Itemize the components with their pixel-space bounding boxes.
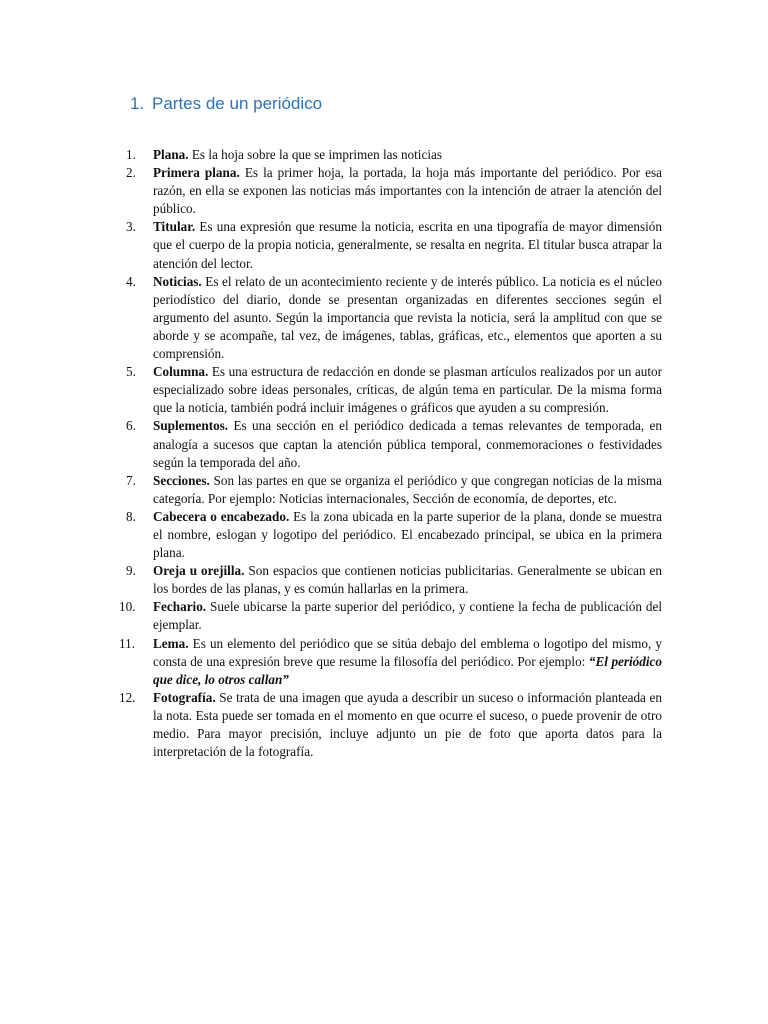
list-item-number: 4. [126, 273, 136, 289]
list-item-number: 1. [126, 147, 136, 162]
section-heading-number: 1. [130, 94, 145, 113]
list-item-number: 10. [119, 599, 136, 615]
list-item-primera-plana [118, 164, 662, 218]
list-item-fotografia [118, 689, 662, 761]
parts-list [118, 146, 662, 761]
list-item-number: 9. [126, 563, 136, 579]
list-item-term: Cabecera o encabezado. [153, 508, 290, 524]
list-item-term: Oreja u orejilla. [153, 563, 245, 579]
list-item-columna [118, 363, 662, 417]
list-item-titular [118, 218, 662, 272]
list-item-number: 2. [126, 165, 136, 181]
list-item-number: 7. [126, 472, 136, 488]
list-item-noticias [118, 273, 662, 363]
list-item-text: Son espacios que contienen noticias publicitarias. Generalmente se ubican en los bordes de las planas, y es común hallarlas en la primera. [153, 563, 662, 597]
list-item-number: 12. [119, 689, 136, 705]
list-item-text: Es la zona ubicada en la parte superior de la plana, donde se muestra el nombre, eslogan y logotipo del periódico. El encabezado principal, se ubica en la primera plana. [153, 508, 663, 561]
list-item-term: Noticias. [153, 273, 202, 289]
list-item-oreja [118, 562, 662, 598]
list-item-suplementos [118, 417, 662, 471]
list-item-term: Titular. [153, 219, 196, 235]
list-item-term: Lema. [153, 635, 189, 651]
list-item-fechario [118, 598, 662, 634]
list-item-term: Primera plana. [153, 165, 240, 181]
list-item-cabecera [118, 508, 662, 562]
list-item-example-quote: “El periódico que dice, lo otros callan” [153, 653, 662, 687]
list-item-number: 5. [126, 364, 136, 380]
list-item-lema [118, 635, 662, 689]
list-item-text: Se trata de una imagen que ayuda a describir un suceso o información planteada en la nota. Esta puede ser tomada en el momento en que ocurre el suceso, o puede provenir de otro medio. Para mayor precisión, incluye adjunto un pie de foto que aporta datos para la interpretación de la fotografía. [153, 689, 662, 760]
list-item-term: Fechario. [153, 599, 207, 615]
list-item-number: 6. [126, 418, 136, 434]
list-item-term: Columna. [153, 364, 209, 380]
list-item-text: Es una sección en el periódico dedicada a temas relevantes de temporada, en analogía a sucesos que captan la atención pública temporal, conmemoraciones o festividades según la temporada del año. [153, 418, 662, 470]
list-item-secciones [118, 472, 662, 508]
list-item-text: Es el relato de un acontecimiento reciente y de interés público. La noticia es el núcleo periodístico del diario, donde se presentan organizadas en diferentes secciones según el argumento del asunto. Según la importancia que revista la noticia, será la amplitud con que se aborde y se acompañe, tal vez, de imágenes, tablas, gráficas, etc., elementos que aporten a su comprensión. [153, 273, 662, 362]
list-item-text: Es una expresión que resume la noticia, escrita en una tipografía de mayor dimensión que el cuerpo de la propia noticia, generalmente, se resalta en negrita. El titular busca atrapar la atención del lector. [153, 219, 662, 271]
list-item-number: 3. [126, 219, 136, 235]
list-item-text: Suele ubicarse la parte superior del periódico, y contiene la fecha de publicación del ejemplar. [153, 599, 662, 633]
list-item-term: Fotografía. [153, 689, 216, 705]
list-item-text: Es la primer hoja, la portada, la hoja más importante del periódico. Por esa razón, en ella se exponen las noticias más importantes con la intención de atraer la atención del público. [153, 165, 662, 217]
list-item-plana [118, 146, 662, 164]
list-item-text: Son las partes en que se organiza el periódico y que congregan noticias de la misma categoría. Por ejemplo: Noticias internacionales, Sección de economía, de deportes, etc. [153, 472, 662, 506]
list-item-term: Suplementos. [153, 418, 229, 434]
list-item-term: Secciones. [153, 472, 210, 488]
list-item-text: Es un elemento del periódico que se sitúa debajo del emblema o logotipo del mismo, y consta de una expresión breve que resume la filosofía del periódico. Por ejemplo: [153, 635, 662, 669]
list-item-number: 11. [119, 635, 135, 651]
list-item-text: Es una estructura de redacción en donde se plasman artículos realizados por un autor especializado sobre ideas personales, críticas, de algún tema en particular. De la misma forma que la noticia, también podrá incluir imágenes o gráficos que ayuden a su compresión. [153, 364, 662, 416]
list-item-number: 8. [126, 508, 136, 524]
section-heading [130, 94, 322, 114]
section-heading-title: Partes de un periódico [152, 94, 323, 113]
list-item-text: Es la hoja sobre la que se imprimen las noticias [188, 147, 442, 162]
list-item-term: Plana. [153, 147, 189, 162]
